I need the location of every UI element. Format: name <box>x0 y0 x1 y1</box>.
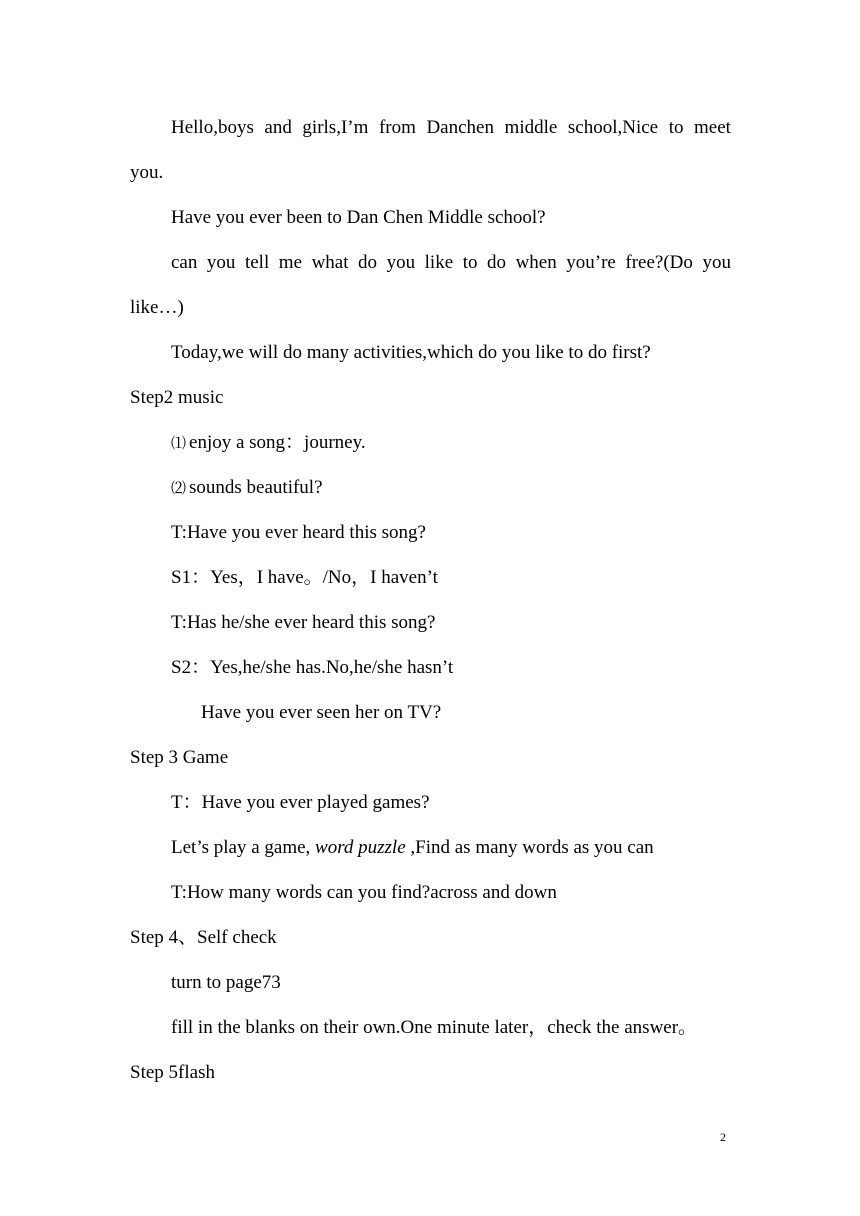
step2-item-1 <box>171 431 366 456</box>
intro-activities-line: Today,we will do many activities,which do you like to do first? <box>171 342 651 363</box>
word: you <box>206 252 236 273</box>
step2-item-2-text: sounds beautiful? <box>189 477 323 498</box>
word: when <box>515 252 557 273</box>
item-number-marker: ⑵ <box>171 481 187 497</box>
word: free?(Do <box>625 252 693 273</box>
step2-item-1-text: enjoy a song：journey. <box>189 432 366 453</box>
intro-question-free-time <box>171 251 731 275</box>
step4-heading: Step 4、Self check <box>130 927 277 948</box>
word: from <box>378 117 416 138</box>
step3-game-instruction-end: ,Find as many words as you can <box>405 837 654 858</box>
step4-fill-blanks: fill in the blanks on their own.One minute later，check the answer。 <box>171 1017 698 1038</box>
word: meet <box>694 117 731 138</box>
step3-game-instruction <box>171 836 654 860</box>
intro-question-visited: Have you ever been to Dan Chen Middle school? <box>171 207 546 228</box>
step2-tv-question: Have you ever seen her on TV? <box>201 702 442 723</box>
word: do <box>487 252 507 273</box>
word: do <box>358 252 378 273</box>
step2-item-2 <box>171 476 323 501</box>
word: Hello,boys <box>171 117 254 138</box>
word: to <box>462 252 478 273</box>
step3-heading: Step 3 Game <box>130 747 229 768</box>
word: like <box>424 252 454 273</box>
word: can <box>171 252 198 273</box>
word: school,Nice <box>567 117 659 138</box>
step2-student-answer-1: S1：Yes，I have。/No，I haven’t <box>171 567 438 588</box>
page-number: 2 <box>720 1130 726 1144</box>
step4-turn-to-page: turn to page73 <box>171 972 281 993</box>
word: you’re <box>566 252 616 273</box>
step2-heading: Step2 music <box>130 387 224 408</box>
step2-teacher-question-2: T:Has he/she ever heard this song? <box>171 612 436 633</box>
word: what <box>311 252 349 273</box>
intro-greeting-line <box>171 116 731 140</box>
step3-teacher-question: T：Have you ever played games? <box>171 792 430 813</box>
word: and <box>264 117 292 138</box>
step3-game-instruction-start: Let’s play a game, <box>171 837 316 858</box>
step3-teacher-question-2: T:How many words can you find?across and down <box>171 882 557 903</box>
item-number-marker: ⑴ <box>171 436 187 452</box>
word: to <box>668 117 684 138</box>
word: girls,I’m <box>302 117 369 138</box>
word: me <box>278 252 303 273</box>
word: you <box>702 252 731 273</box>
game-name: word puzzle <box>315 837 406 858</box>
step2-teacher-question-1: T:Have you ever heard this song? <box>171 522 426 543</box>
word: Danchen <box>426 117 494 138</box>
step5-heading: Step 5flash <box>130 1062 215 1083</box>
intro-greeting-continued: you. <box>130 162 164 183</box>
intro-question-free-time-continued: like…) <box>130 297 184 318</box>
word: middle <box>504 117 558 138</box>
step2-student-answer-2: S2：Yes,he/she has.No,he/she hasn’t <box>171 657 454 678</box>
word: tell <box>244 252 270 273</box>
word: you <box>386 252 416 273</box>
